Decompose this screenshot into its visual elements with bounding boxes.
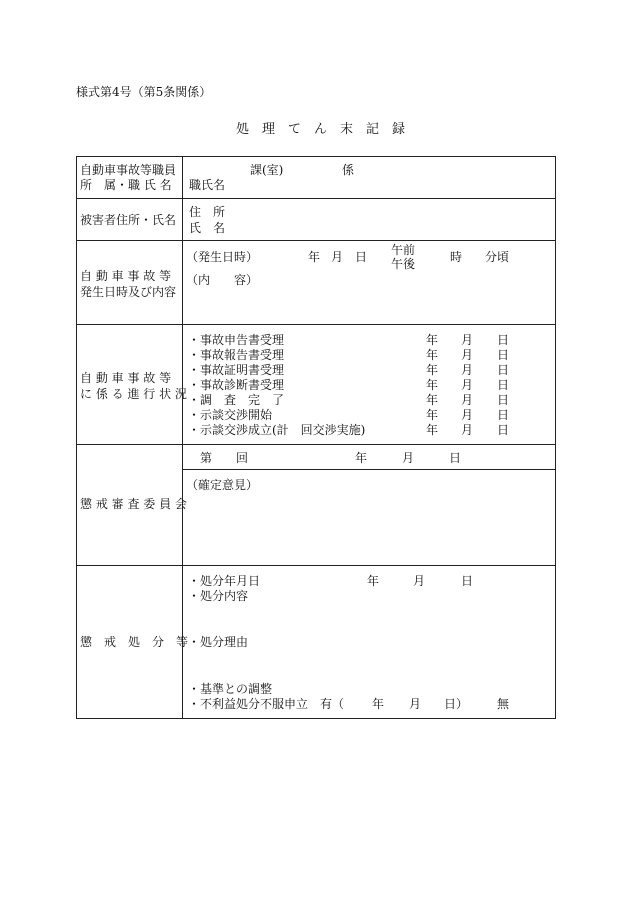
accident-hour: 時	[450, 250, 463, 264]
accident-am[interactable]: 午前	[391, 243, 416, 257]
progress-item-month: 月	[461, 393, 474, 407]
progress-item-month: 月	[461, 423, 474, 437]
discipline-month: 月	[413, 574, 426, 588]
accident-label-line1: 自 動 車 事 故 等	[80, 269, 172, 283]
discipline-appeal-none[interactable]: 無	[497, 697, 510, 711]
accident-year: 年	[308, 250, 321, 264]
committee-day: 日	[449, 451, 462, 465]
accident-pm[interactable]: 午後	[391, 257, 416, 271]
progress-item-day: 日	[497, 423, 510, 437]
progress-item-year: 年	[426, 378, 439, 392]
progress-label-line1: 自 動 車 事 故 等	[80, 371, 172, 385]
committee-session-no: 第	[200, 451, 213, 465]
discipline-day: 日	[461, 574, 474, 588]
progress-item-year: 年	[426, 333, 439, 347]
progress-item-day: 日	[497, 363, 510, 377]
progress-item-year: 年	[426, 408, 439, 422]
progress-item-label: ・示談交渉開始	[188, 408, 273, 422]
progress-item-day: 日	[497, 333, 510, 347]
progress-item-label: ・示談交渉成立(計 回交渉実施)	[188, 423, 366, 437]
row-divider-progress	[76, 444, 556, 445]
committee-month: 月	[402, 451, 415, 465]
staff-name-field[interactable]: 職氏名	[189, 178, 226, 192]
progress-item-day: 日	[497, 408, 510, 422]
accident-minute: 分頃	[485, 250, 510, 264]
committee-label: 懲 戒 審 査 委 員 会	[80, 497, 187, 511]
discipline-appeal-day: 日）	[444, 697, 469, 711]
progress-item-label: ・事故報告書受理	[188, 348, 285, 362]
progress-item-label: ・事故証明書受理	[188, 363, 285, 377]
row-divider-committee	[76, 565, 556, 566]
committee-year: 年	[355, 451, 368, 465]
progress-item-month: 月	[461, 408, 474, 422]
table-bottom-border	[76, 718, 556, 719]
discipline-appeal-month: 月	[409, 697, 422, 711]
accident-month: 月	[331, 250, 344, 264]
progress-item-year: 年	[426, 393, 439, 407]
progress-item-year: 年	[426, 348, 439, 362]
progress-item-month: 月	[461, 348, 474, 362]
progress-item-day: 日	[497, 348, 510, 362]
discipline-date-label: ・処分年月日	[188, 574, 261, 588]
page-title: 処 理 て ん 末 記 録	[236, 122, 406, 137]
discipline-reason-label: ・処分理由	[188, 635, 249, 649]
committee-inner-divider	[182, 469, 556, 470]
table-top-border	[76, 156, 556, 157]
discipline-appeal-label: ・不利益処分不服申立 有（	[188, 697, 345, 711]
table-left-border	[76, 156, 77, 719]
row-divider-accident	[76, 324, 556, 325]
progress-label-line2: に 係 る 進 行 状 況	[80, 387, 187, 401]
victim-address-field[interactable]: 住 所	[189, 205, 226, 219]
discipline-label: 懲 戒 処 分 等	[80, 635, 189, 649]
staff-label-line1: 自動車事故等職員	[80, 163, 177, 177]
table-right-border	[555, 156, 556, 719]
committee-session: 回	[236, 451, 249, 465]
progress-item-day: 日	[497, 378, 510, 392]
discipline-year: 年	[367, 574, 380, 588]
victim-name-field[interactable]: 氏 名	[189, 221, 226, 235]
progress-item-month: 月	[461, 378, 474, 392]
discipline-content-label: ・処分内容	[188, 589, 249, 603]
discipline-appeal-year: 年	[372, 697, 385, 711]
progress-item-label: ・事故申告書受理	[188, 333, 285, 347]
discipline-adjust-label: ・基準との調整	[188, 682, 273, 696]
row-divider-victim	[76, 240, 556, 241]
accident-date-label: （発生日時）	[186, 250, 259, 264]
progress-item-year: 年	[426, 363, 439, 377]
row-divider-staff	[76, 198, 556, 199]
progress-item-label: ・事故診断書受理	[188, 378, 285, 392]
staff-label-line2: 所 属・職 氏 名	[80, 178, 172, 192]
accident-day: 日	[355, 250, 368, 264]
staff-dept-field[interactable]: 課(室)	[250, 163, 284, 177]
accident-label-line2: 発生日時及び内容	[80, 285, 177, 299]
staff-section-field[interactable]: 係	[342, 163, 355, 177]
progress-item-month: 月	[461, 333, 474, 347]
progress-item-day: 日	[497, 393, 510, 407]
committee-opinion-label: （確定意見）	[186, 478, 259, 492]
accident-content-label: （内 容）	[186, 273, 259, 287]
progress-item-month: 月	[461, 363, 474, 377]
progress-item-label: ・調 査 完 了	[188, 393, 285, 407]
progress-item-year: 年	[426, 423, 439, 437]
victim-label: 被害者住所・氏名	[80, 213, 177, 227]
form-number: 様式第4号（第5条関係）	[76, 85, 212, 99]
